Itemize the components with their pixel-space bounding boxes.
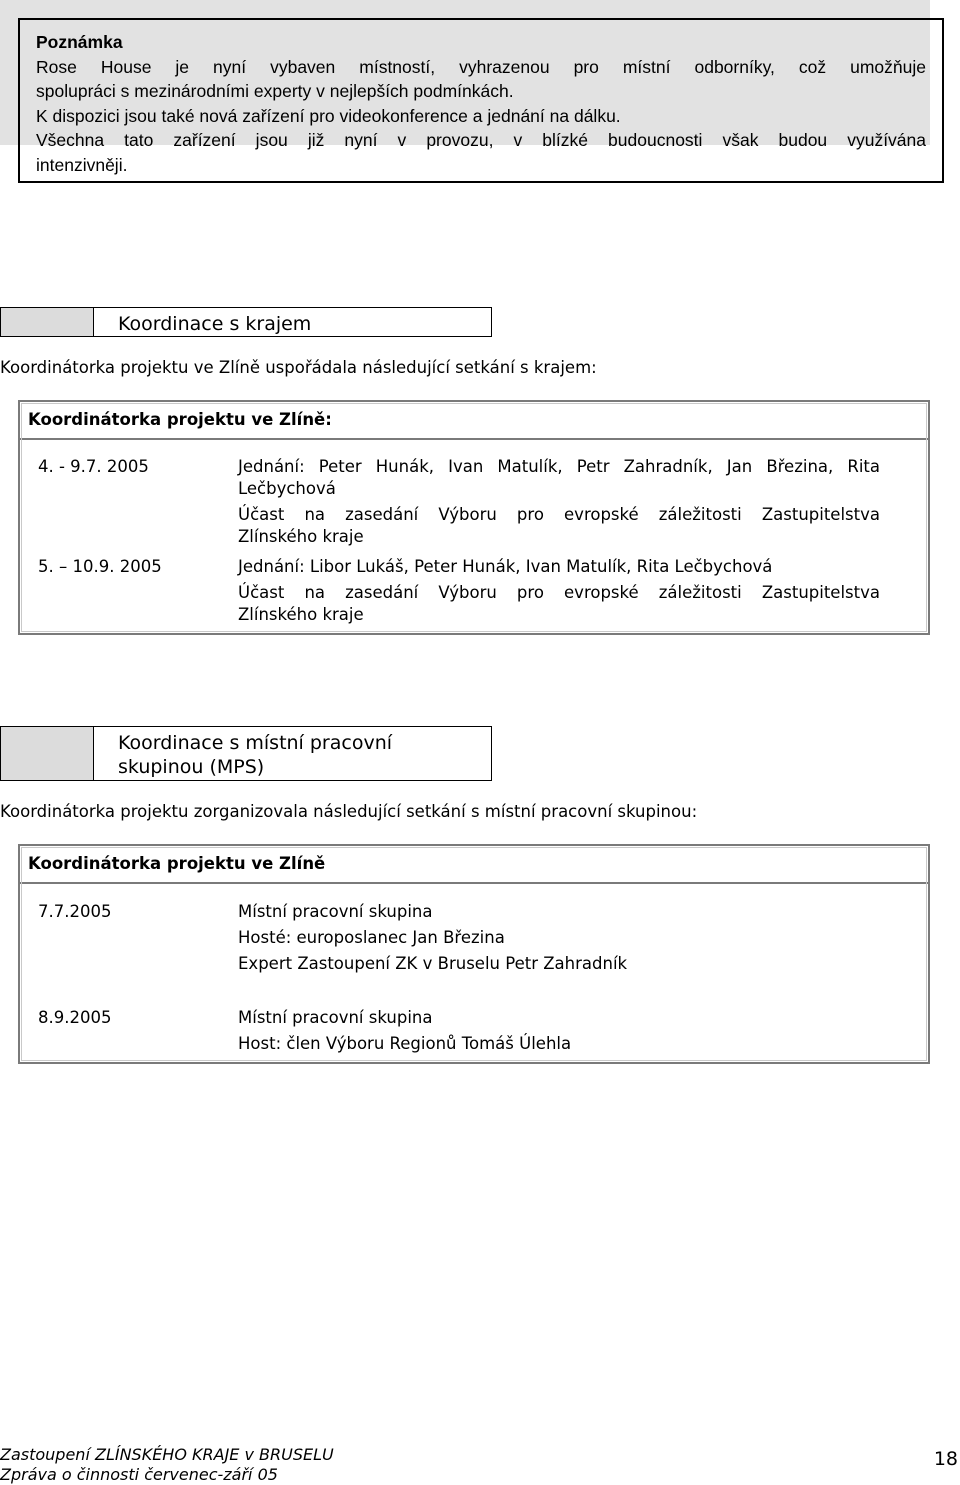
table-row <box>20 556 928 626</box>
heading-line: skupinou (MPS) <box>118 756 265 778</box>
section-heading-text: Koordinace s krajem <box>118 313 312 335</box>
row-description <box>238 556 880 626</box>
row-description <box>238 1007 880 1055</box>
desc-line: Hosté: europoslanec Jan Březina <box>238 928 505 947</box>
table-row <box>20 901 928 975</box>
row-date: 8.9.2005 <box>38 1008 112 1027</box>
note-line-2: spolupráci s mezinárodními experty v nejlepších podmínkách. <box>36 81 514 101</box>
desc-line: Jednání: Libor Lukáš, Peter Hunák, Ivan Matulík, Rita Lečbychová <box>238 557 773 576</box>
heading-marker <box>1 727 94 780</box>
table-row <box>20 456 928 548</box>
row-date: 4. - 9.7. 2005 <box>38 457 149 476</box>
section-intro: Koordinátorka projektu zorganizovala následující setkání s místní pracovní skupinou: <box>0 802 698 821</box>
section-heading-kraj <box>0 307 492 337</box>
desc-line: Zlínského kraje <box>238 605 364 624</box>
row-date: 7.7.2005 <box>38 902 112 921</box>
note-line-4: Všechna tato zařízení jsou již nyní v provozu, v blízké budoucnosti však budou využívána <box>36 130 926 150</box>
row-date: 5. – 10.9. 2005 <box>38 557 162 576</box>
desc-line: Zlínského kraje <box>238 527 364 546</box>
desc-line: Host: člen Výboru Regionů Tomáš Úlehla <box>238 1034 572 1053</box>
desc-line: Místní pracovní skupina <box>238 902 433 921</box>
note-box <box>18 18 944 183</box>
section-intro: Koordinátorka projektu ve Zlíně uspořádala následující setkání s krajem: <box>0 358 597 377</box>
footer-line: Zpráva o činnosti červenec-září 05 <box>0 1465 278 1484</box>
meetings-table-mps <box>18 844 930 1064</box>
table-header: Koordinátorka projektu ve Zlíně: <box>20 402 928 440</box>
heading-line: Koordinace s místní pracovní <box>118 732 393 754</box>
section-heading-text <box>94 727 392 780</box>
note-title: Poznámka <box>36 32 123 52</box>
page-number: 18 <box>933 1448 958 1470</box>
footer <box>0 1445 334 1485</box>
desc-line: Expert Zastoupení ZK v Bruselu Petr Zahradník <box>238 954 628 973</box>
row-description <box>238 456 880 548</box>
desc-line: Místní pracovní skupina <box>238 1008 433 1027</box>
desc-line: Účast na zasedání Výboru pro evropské záležitosti Zastupitelstva <box>238 505 880 524</box>
meetings-table-kraj <box>18 400 930 635</box>
heading-marker <box>1 308 94 336</box>
desc-line: Jednání: Peter Hunák, Ivan Matulík, Petr Zahradník, Jan Březina, Rita <box>238 457 880 476</box>
table-header: Koordinátorka projektu ve Zlíně <box>20 846 928 884</box>
note-line-5: intenzivněji. <box>36 154 128 175</box>
note-line-1: Rose House je nyní vybaven místností, vyhrazenou pro místní odborníky, což umožňuje <box>36 56 926 77</box>
table-row <box>20 1007 928 1055</box>
section-heading-mps <box>0 726 492 781</box>
desc-line: Účast na zasedání Výboru pro evropské záležitosti Zastupitelstva <box>238 583 880 602</box>
footer-line: Zastoupení ZLÍNSKÉHO KRAJE v BRUSELU <box>0 1445 334 1464</box>
desc-line: Lečbychová <box>238 479 336 498</box>
note-line-3: K dispozici jsou také nová zařízení pro videokonference a jednání na dálku. <box>36 105 621 126</box>
row-description <box>238 901 880 975</box>
